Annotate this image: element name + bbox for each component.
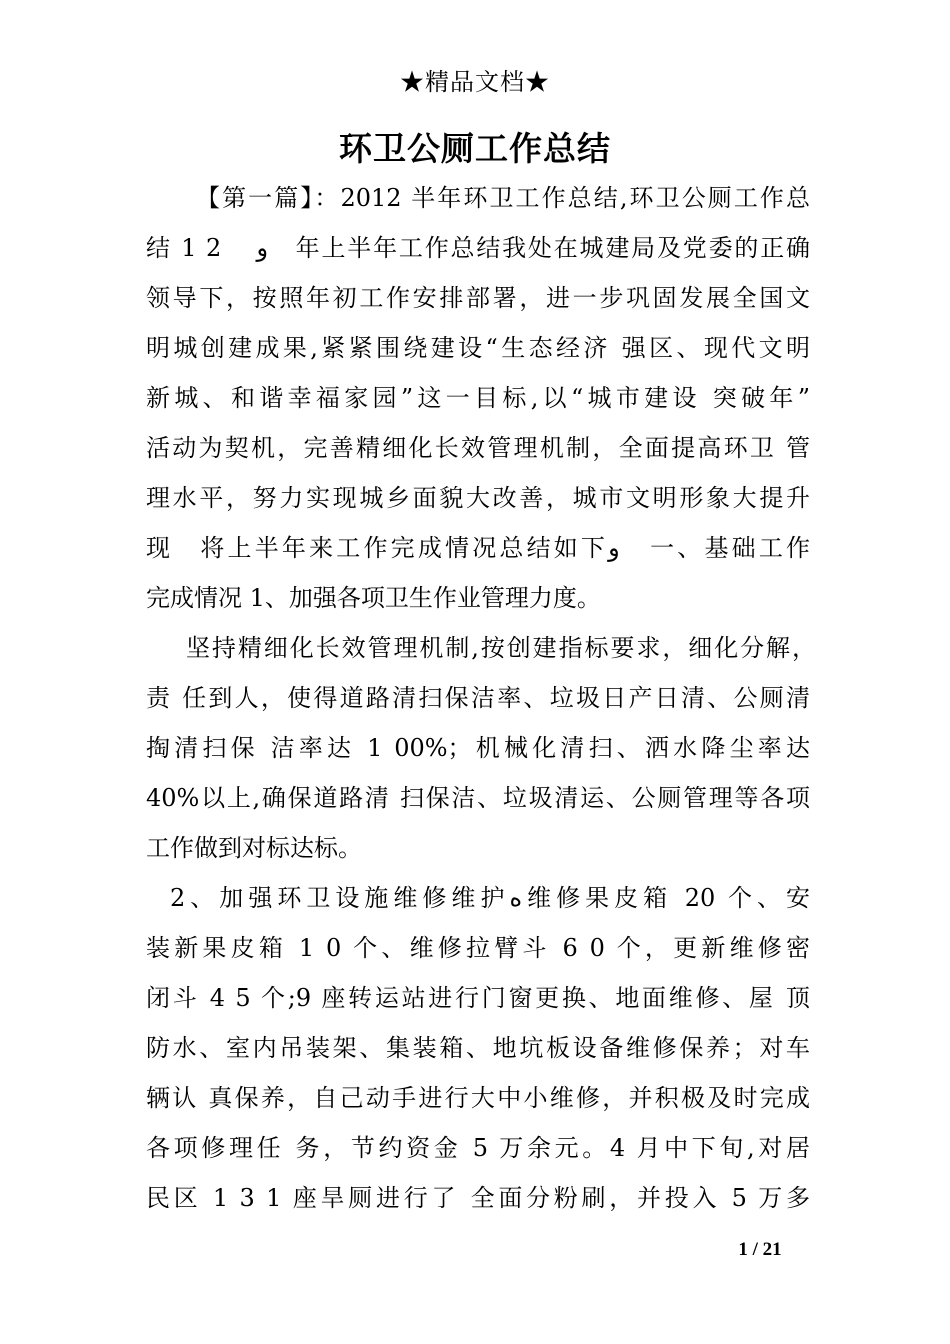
body-line: 防水、室内吊装架、集装箱、地坑板设备维修保养；对车 xyxy=(146,1034,810,1062)
body-line: 现 将上半年来工作完成情况总结如下ﻭ 一、基础工作 xyxy=(146,534,810,562)
body-line: 明城创建成果,紧紧围绕建设“生态经济 强区、现代文明 xyxy=(146,334,810,362)
body-line: 民区 1 3 1 座旱厕进行了 全面分粉刷，并投入 5 万多 xyxy=(146,1184,810,1212)
body-line: 闭斗 4 5 个;9 座转运站进行门窗更换、地面维修、屋 顶 xyxy=(146,984,810,1012)
body-line: 理水平，努力实现城乡面貌大改善，城市文明形象大提升 xyxy=(146,484,810,512)
body-line: 领导下，按照年初工作安排部署，进一步巩固发展全国文 xyxy=(146,284,810,312)
body-line: 装新果皮箱 1 0 个、维修拉臂斗 6 0 个，更新维修密 xyxy=(146,934,810,962)
body-line: 【第一篇】：2012 半年环卫工作总结,环卫公厕工作总 xyxy=(196,184,810,212)
body-line: 活动为契机，完善精细化长效管理机制，全面提高环卫 管 xyxy=(146,434,810,462)
body-line: 辆认 真保养，自己动手进行大中小维修，并积极及时完成 xyxy=(146,1084,810,1112)
body-line: 2、加强环卫设施维修维护ﻩ维修果皮箱 20 个、安 xyxy=(170,884,810,912)
page-number: 1 / 21 xyxy=(738,1239,782,1260)
body-line: 掏清扫保 洁率达 1 00%；机械化清扫、洒水降尘率达 xyxy=(146,734,810,762)
body-line: 完成情况 1、加强各项卫生作业管理力度。 xyxy=(146,584,601,612)
body-line: 40%以上,确保道路清 扫保洁、垃圾清运、公厕管理等各项 xyxy=(146,784,810,812)
body-line: 各项修理任 务，节约资金 5 万余元。4 月中下旬,对居 xyxy=(146,1134,810,1162)
body-line: 坚持精细化长效管理机制,按创建指标要求，细化分解， xyxy=(186,634,816,662)
body-line: 责 任到人，使得道路清扫保洁率、垃圾日产日清、公厕清 xyxy=(146,684,810,712)
header-mark: ★精品文档★ xyxy=(400,68,550,96)
body-line: 结 1 2 ﻭ 年上半年工作总结我处在城建局及党委的正确 xyxy=(146,234,810,262)
body-line: 工作做到对标达标。 xyxy=(146,834,362,862)
body-line: 新城、和谐幸福家园”这一目标,以“城市建设 突破年” xyxy=(146,384,810,412)
document-title: 环卫公厕工作总结 xyxy=(339,129,611,168)
